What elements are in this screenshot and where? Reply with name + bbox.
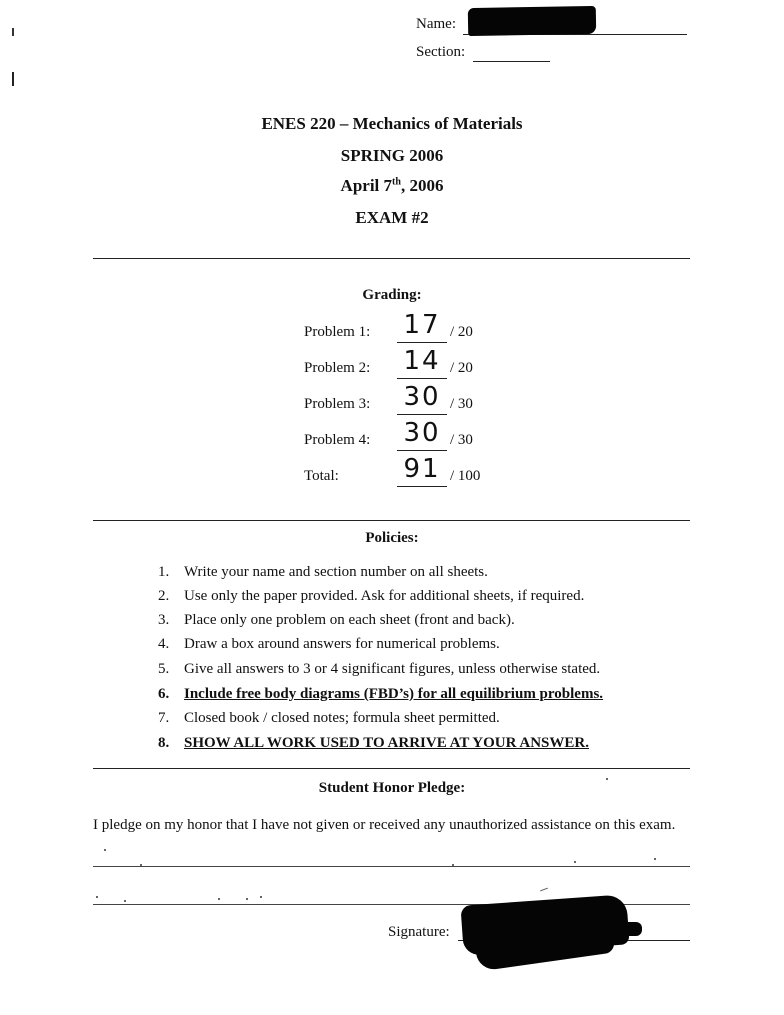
section-label: Section: [416,44,466,60]
policy-number: 7. [158,710,170,726]
handwritten-score: 30 [403,382,441,412]
section-underline [473,61,550,62]
name-redaction [468,6,596,36]
margin-mark [12,72,14,86]
policy-text: Place only one problem on each sheet (front and back). [184,612,515,628]
margin-mark [12,28,14,36]
scan-speck [124,900,126,902]
signature-redaction [610,922,642,936]
scan-speck [574,861,576,863]
exam-date-year: , 2006 [400,176,444,195]
policy-text: Use only the paper provided. Ask for additional sheets, if required. [184,588,585,604]
grade-label: Problem 4: [304,432,371,448]
scan-speck [104,849,106,851]
grade-max: / 100 [450,468,481,484]
policy-item [158,564,488,584]
policy-text: SHOW ALL WORK USED TO ARRIVE AT YOUR ANSWER. [184,735,589,751]
policy-number: 3. [158,612,170,628]
exam-date [0,176,784,196]
score-underline [397,378,447,379]
pledge-text: I pledge on my honor that I have not given or received any unauthorized assistance on this exam. [93,817,676,833]
grade-max: / 30 [450,432,473,448]
policy-item [158,710,500,730]
scan-speck [246,898,248,900]
scan-speck [218,898,220,900]
grade-label: Problem 3: [304,396,371,412]
grade-max: / 20 [450,324,473,340]
course-title: ENES 220 – Mechanics of Materials [261,114,523,133]
scan-speck [140,864,142,866]
policy-item [158,735,589,755]
policy-number: 8. [158,735,170,751]
divider [93,768,690,769]
pledge-writing-line [93,866,690,867]
grade-label: Total: [304,468,339,484]
scan-speck [452,864,454,866]
scan-speck [260,896,262,898]
policy-number: 2. [158,588,170,604]
score-underline [397,450,447,451]
grade-label: Problem 1: [304,324,371,340]
policy-item [158,612,515,632]
policy-text: Closed book / closed notes; formula sheet permitted. [184,710,500,726]
policy-number: 4. [158,636,170,652]
policy-text: Write your name and section number on all sheets. [184,564,488,580]
policy-number: 1. [158,564,170,580]
grading-heading: Grading: [362,287,422,303]
name-label: Name: [416,16,456,32]
policy-number: 6. [158,686,170,702]
policy-item [158,661,600,681]
grade-max: / 20 [450,360,473,376]
scan-speck [96,896,98,898]
score-underline [397,486,447,487]
handwritten-score: 17 [403,310,441,340]
score-underline [397,342,447,343]
pledge-heading: Student Honor Pledge: [318,780,466,796]
policies-heading: Policies: [365,530,419,546]
term-title: SPRING 2006 [340,146,444,165]
policy-text: Include free body diagrams (FBD’s) for all equilibrium problems. [184,686,604,702]
signature-label: Signature: [388,924,450,940]
handwritten-score: 14 [403,346,441,376]
divider [93,258,690,259]
score-underline [397,414,447,415]
policy-text: Give all answers to 3 or 4 significant figures, unless otherwise stated. [184,661,601,677]
divider [93,520,690,521]
grade-max: / 30 [450,396,473,412]
scan-speck [540,888,548,892]
exam-date-text: April 7 [340,176,393,195]
exam-number: EXAM #2 [355,208,429,227]
grade-label: Problem 2: [304,360,371,376]
handwritten-score: 30 [403,418,441,448]
policy-item [158,636,500,656]
policy-number: 5. [158,661,170,677]
scan-speck [606,778,608,780]
handwritten-score: 91 [403,454,441,484]
policy-item [158,588,584,608]
policy-text: Draw a box around answers for numerical problems. [184,636,500,652]
policy-item [158,686,603,706]
scan-speck [654,858,656,860]
exam-date-suffix: th [392,176,401,188]
